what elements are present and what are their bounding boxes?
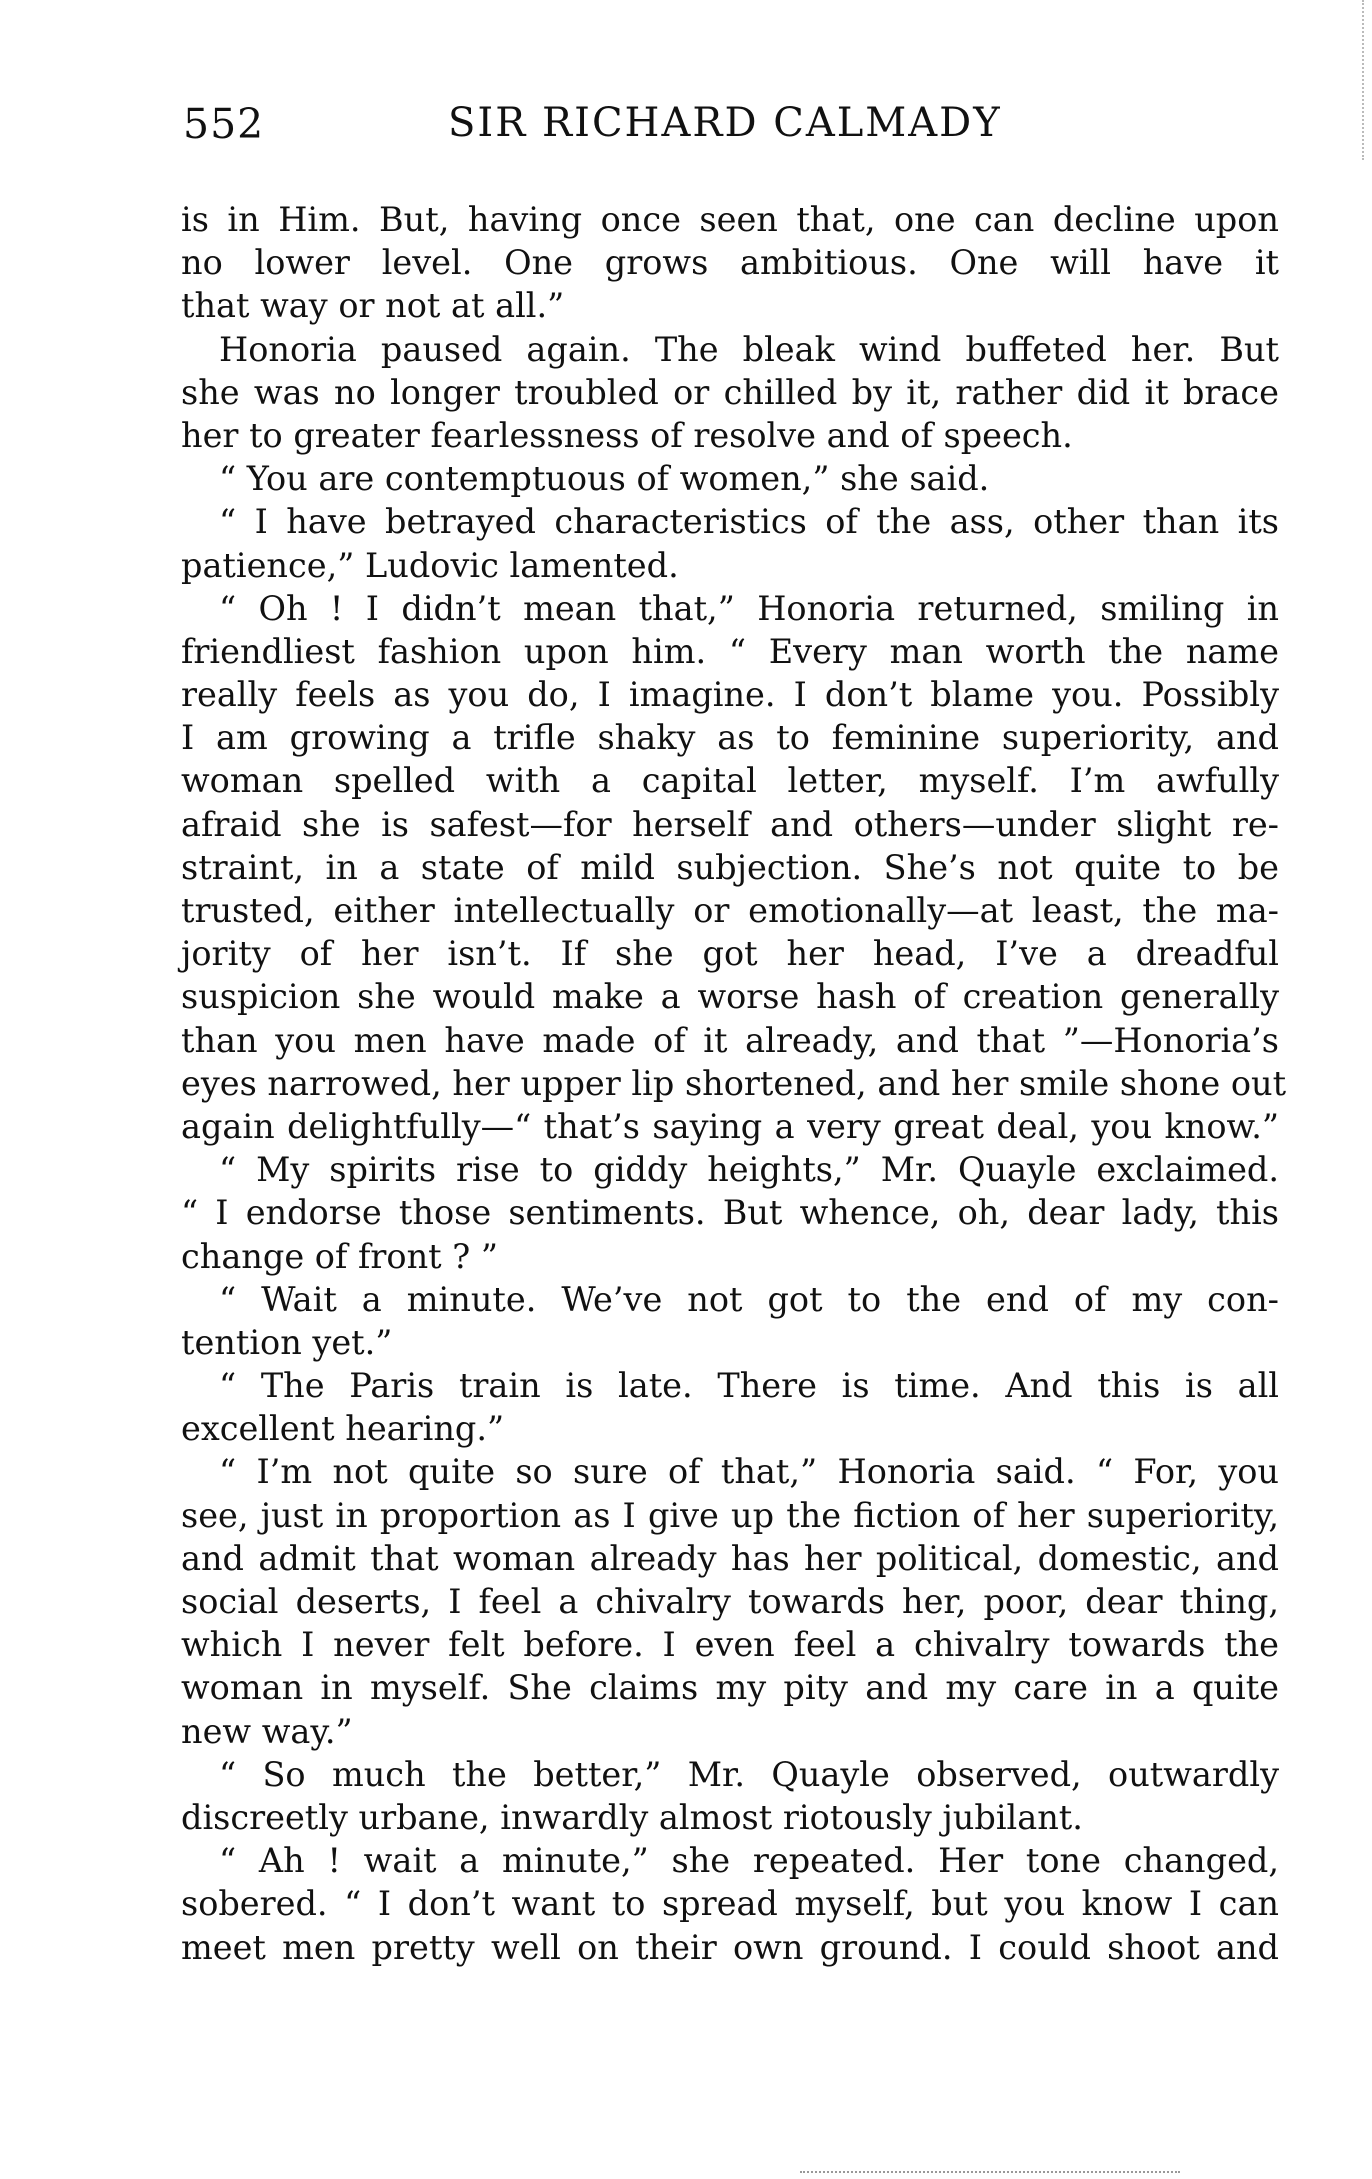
scan-edge-mark	[1360, 0, 1364, 160]
text-line: new way.”	[181, 1711, 353, 1751]
text-line: “ Wait a minute. We’ve not got to the end of my con-	[219, 1279, 1279, 1319]
page-header	[183, 100, 1278, 160]
text-line: afraid she is safest—for herself and others—under slight re-	[181, 804, 1279, 844]
text-line: “ I endorse those sentiments. But whence, oh, dear lady, this	[181, 1193, 1279, 1233]
text-line: no lower level. One grows ambitious. One will have it	[181, 243, 1279, 283]
text-line: again delightfully—“ that’s saying a very great deal, you know.”	[181, 1106, 1279, 1146]
text-line: “ Ah ! wait a minute,” she repeated. Her tone changed,	[219, 1841, 1279, 1881]
text-line: her to greater fearlessness of resolve and of speech.	[181, 415, 1073, 455]
text-line: than you men have made of it already, and that ”—Honoria’s	[181, 1020, 1279, 1060]
text-line: change of front ? ”	[181, 1236, 499, 1276]
running-title: SIR RICHARD CALMADY	[448, 100, 1002, 146]
text-line: I am growing a trifle shaky as to feminine superiority, and	[181, 718, 1279, 758]
text-line: social deserts, I feel a chivalry towards her, poor, dear thing,	[181, 1582, 1279, 1621]
text-line: eyes narrowed, her upper lip shortened, and her smile shone out	[181, 1063, 1287, 1103]
text-line: woman in myself. She claims my pity and my care in a quite	[181, 1668, 1279, 1708]
text-line: meet men pretty well on their own ground. I could shoot and	[181, 1927, 1279, 1967]
text-line: friendliest fashion upon him. “ Every man worth the name	[181, 631, 1279, 671]
text-line: Honoria paused again. The bleak wind buffeted her. But	[219, 329, 1279, 369]
text-line: jority of her isn’t. If she got her head, I’ve a dreadful	[181, 934, 1279, 974]
body-text	[181, 198, 1287, 1969]
text-line: “ The Paris train is late. There is time. And this is all	[219, 1366, 1279, 1406]
text-line: “ So much the better,” Mr. Quayle observed, outwardly	[219, 1754, 1279, 1794]
text-line: woman spelled with a capital letter, myself. I’m awfully	[181, 761, 1279, 801]
text-line: she was no longer troubled or chilled by it, rather did it brace	[181, 372, 1279, 412]
bottom-scan-rule	[800, 2171, 1180, 2173]
text-line: “ Oh ! I didn’t mean that,” Honoria returned, smiling in	[219, 588, 1279, 628]
page-number: 552	[183, 100, 265, 148]
text-line: “ I’m not quite so sure of that,” Honoria said. “ For, you	[219, 1452, 1279, 1492]
text-line: discreetly urbane, inwardly almost riotously jubilant.	[181, 1797, 1083, 1837]
text-line: suspicion she would make a worse hash of creation generally	[181, 977, 1279, 1017]
text-line: that way or not at all.”	[181, 286, 565, 326]
text-line: is in Him. But, having once seen that, one can decline upon	[181, 200, 1279, 239]
text-line: really feels as you do, I imagine. I don’t blame you. Possibly	[181, 675, 1279, 715]
text-line: patience,” Ludovic lamented.	[181, 545, 679, 585]
text-line: “ I have betrayed characteristics of the ass, other than its	[219, 502, 1279, 542]
text-line: sobered. “ I don’t want to spread myself, but you know I can	[181, 1884, 1279, 1924]
text-line: straint, in a state of mild subjection. She’s not quite to be	[181, 847, 1279, 887]
text-line: which I never felt before. I even feel a chivalry towards the	[181, 1625, 1279, 1665]
text-line: and admit that woman already has her political, domestic, and	[181, 1538, 1279, 1578]
text-line: tention yet.”	[181, 1322, 393, 1362]
text-line: see, just in proportion as I give up the fiction of her superiority,	[181, 1495, 1279, 1535]
text-line: “ You are contemptuous of women,” she said.	[219, 459, 990, 499]
text-line: excellent hearing.”	[181, 1409, 505, 1449]
text-line: trusted, either intellectually or emotionally—at least, the ma-	[181, 891, 1279, 930]
text-line: “ My spirits rise to giddy heights,” Mr. Quayle exclaimed.	[219, 1150, 1279, 1190]
